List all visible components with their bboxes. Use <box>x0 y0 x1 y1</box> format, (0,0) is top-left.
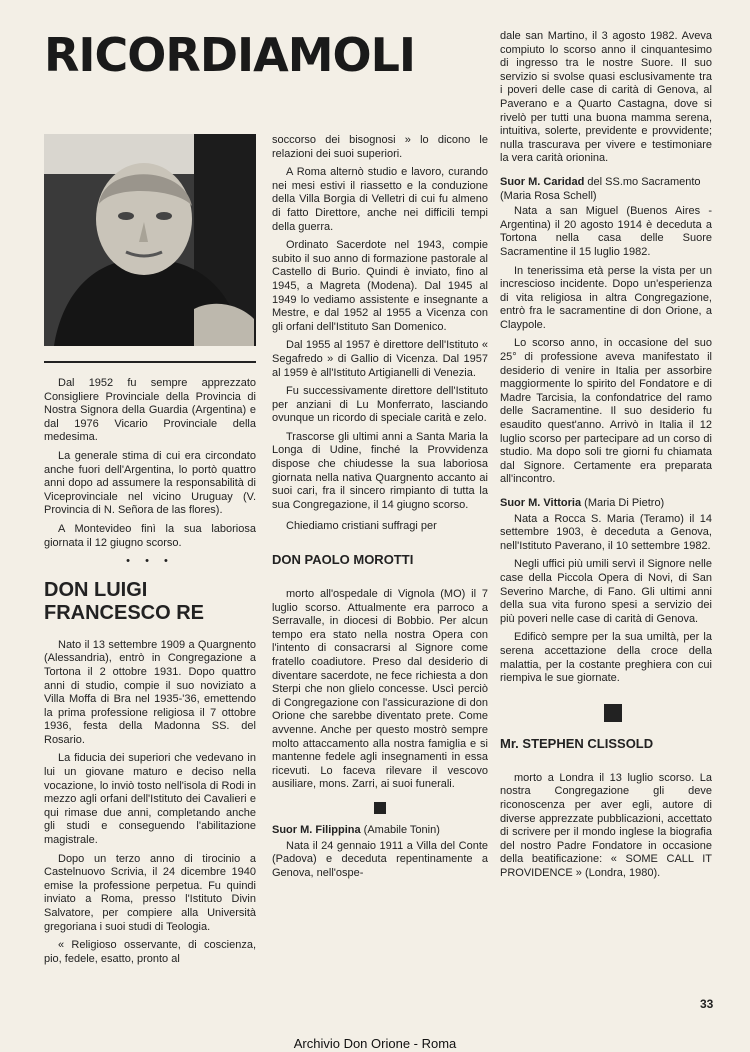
paragraph: Nata a Rocca S. Maria (Teramo) il 14 settembre 1903, è deceduta a Genova, nell'Istituto Paverano, il 10 settembre 1982. <box>500 512 712 552</box>
paragraph: A Roma alternò studio e lavoro, curando nei mesi estivi il riassetto e la conduzione della Villa Borgia di Velletri di cui fu almeno di fatto Direttore, anche nei difficili tempi della guerra. <box>272 166 488 233</box>
subheading-name: Suor M. Vittoria <box>500 497 582 509</box>
paragraph: Fu successivamente direttore dell'Istituto per anziani di Lu Monferrato, lasciando ovunque un ricordo di speciale carità e zelo. <box>272 385 488 425</box>
page-title: RICORDIAMOLI <box>44 28 416 82</box>
subheading-name: Suor M. Caridad <box>500 175 585 188</box>
paragraph: Chiediamo cristiani suffragi per <box>286 520 437 533</box>
obituary-heading: DON PAOLO MOROTTI <box>272 552 414 568</box>
section-separator: • • • <box>126 555 174 568</box>
subheading-detail: (Maria Di Pietro) <box>584 497 665 509</box>
obituary-subheading <box>272 824 488 838</box>
paragraph: morto all'ospedale di Vignola (MO) il 7 luglio scorso. Attualmente era parroco a Serravalle, in diocesi di Bobbio. Per alcun tempo era stato nella nostra Opera con l'intento di consacrarsi al Signore come fratello coadiutore. Preso dal desiderio di diventare sacerdote, ne fece richiesta a don Sterpi che non glielo concesse. Uscì perciò di Congregazione con l'assicurazione di don Orione che sarebbe diventato prete. Come avvenne. Anche per questo mostrò sempre molto attaccamento alla nostra famiglia e si mantenne fedele agli insegnamenti in essa ricevuti. Lo faceva rilevare il vescovo ausiliare, mons. Zarri, ai suoi funerali. <box>272 588 488 791</box>
paragraph: Dal 1955 al 1957 è direttore dell'Istituto « Segafredo » di Gallio di Vicenza. Dal 1957 al 1959 è all'Istituto Artigianelli di Venezia. <box>272 339 488 379</box>
column-2 <box>272 134 488 885</box>
obituary-heading: DON LUIGI FRANCESCO RE <box>44 578 205 624</box>
obituary-subheading <box>500 497 712 511</box>
paragraph: A Montevideo finì la sua laboriosa giornata il 12 giugno scorso. <box>44 522 256 549</box>
obituary-subheading <box>500 176 712 203</box>
photo-divider <box>44 361 256 363</box>
paragraph: In tenerissima età perse la vista per un increscioso incidente. Dopo un'esperienza di vita religiosa in altra Congregazione, entrò fra le sacramentine di don Orione, a Claypole. <box>500 264 712 331</box>
page-number: 33 <box>700 997 714 1011</box>
paragraph: Negli uffici più umili servì il Signore nelle case della Piccola Opera di Novi, di San Severino Marche, di Fano. Gli ultimi anni della sua vita furono spesi a servizio dei più poveri nelle case di carità di Genova. <box>500 558 712 625</box>
subheading-detail: del SS.mo Sacramento (Maria Rosa Schell) <box>500 175 701 202</box>
column-1 <box>44 377 256 971</box>
paragraph: soccorso dei bisognosi » lo dicono le relazioni dei suoi superiori. <box>272 134 488 160</box>
section-separator-square <box>604 704 622 722</box>
paragraph: morto a Londra il 13 luglio scorso. La nostra Congregazione gli deve riconoscenza per aver egli, autore di diverse apprezzate pubblicazioni, accettato di scrivere per il mondo inglese la biografia del nostro Padre Fondatore in occasione della beatificazione: « SOME CALL IT PROVIDENCE » (Londra, 1980). <box>500 771 712 879</box>
paragraph: Nata il 24 gennaio 1911 a Villa del Conte (Padova) e deceduta repentinamente a Genova, nell'ospe- <box>272 839 488 879</box>
paragraph: Ordinato Sacerdote nel 1943, compie subito il suo anno di formazione pastorale al Castello di Burio. Quindi è inviato, fino al 1945, a Magreta (Modena). Dal 1945 al 1949 lo vediamo assistente e insegnante a Mestre, e dal 1952 al 1955 a Vicenza con gli orfani dell'Istituto San Domenico. <box>272 239 488 333</box>
archive-footer: Archivio Don Orione - Roma <box>293 1036 457 1051</box>
section-separator-square <box>374 802 386 814</box>
paragraph: Trascorse gli ultimi anni a Santa Maria la Longa di Udine, finché la Provvidenza dispose che chiudesse la sua laboriosa giornata nella nativa Quargnento accanto ai suoi cari, fra il sincero rimpianto di tutta la sua Congregazione, il 14 giugno scorso. <box>272 430 488 511</box>
subheading-detail: (Amabile Tonin) <box>363 823 440 836</box>
paragraph: La fiducia dei superiori che vedevano in lui un giovane maturo e deciso nella vocazione, lo inviò tosto nell'isola di Rodi in mezzo agli orfani dell'Istituto dei Cavalieri e qui rimase due anni, completando anche gli studi e conseguendo l'abilitazione magistrale. <box>44 752 256 847</box>
paragraph: dale san Martino, il 3 agosto 1982. Aveva compiuto lo scorso anno il cinquantesimo di ingresso tra le nostre Suore. Il suo servizio si svolse quasi esclusivamente tra i poveri delle case di carità di Genova, al Paverano e a Quarto Castagna, dove si rivelò per tutti una buona mamma serena, intuitiva, solerte, previdente e provvidente; nulla trascurava per vivere e testimoniare la vera carità orionina. <box>500 30 712 165</box>
paragraph: Dopo un terzo anno di tirocinio a Castelnuovo Scrivia, il 24 dicembre 1940 emise la professione perpetua. Fu quindi inviato a Roma, presso l'Istituto Divin Salvatore, per compiere alla Università gregoriana i suoi studi di Teologia. <box>44 852 256 933</box>
obituary-heading: Mr. STEPHEN CLISSOLD <box>500 735 654 751</box>
portrait-illustration <box>44 134 256 346</box>
subheading-name: Suor M. Filippina <box>272 823 361 836</box>
paragraph: Edificò sempre per la sua umiltà, per la serena accettazione della croce della malattia, per la costante preghiera con cui riempiva le sue giornate. <box>500 631 712 685</box>
paragraph: Dal 1952 fu sempre apprezzato Consigliere Provinciale della Provincia di Nostra Signora della Guardia (Argentina) e dal 1976 Vicario Provinciale della medesima. <box>44 377 256 444</box>
paragraph: Lo scorso anno, in occasione del suo 25° di professione aveva manifestato il desiderio di venire in Italia per assorbire maggiormente lo spirito del Fondatore e di Madre Tarcisia, la confondatrice del ramo delle Sacramentine. Il suo desiderio fu esaudito quest'anno. Arrivò in Italia il 12 luglio scorso per partecipare ad un corso di studio. Ma dopo soli tre giorni fu chiamata dal Signore. Certamente era preparata all'incontro. <box>500 337 712 486</box>
paragraph: La generale stima di cui era circondato anche fuori dell'Argentina, lo portò quattro anni dopo ad assumere la responsabilità di Viceprovinciale nel vicino Uruguay (V. Provincia di N. Señora de las flores). <box>44 449 256 517</box>
paragraph: « Religioso osservante, di coscienza, pio, fedele, esatto, pronto al <box>44 939 256 965</box>
paragraph: Nato il 13 settembre 1909 a Quargnento (Alessandria), entrò in Congregazione a Tortona il 2 ottobre 1931. Dopo quattro anni di studio, compie il suo noviziato a Villa Moffa di Bra nel 1935-'36, emettendo la prima professione religiosa il 7 ottobre 1936, festa della Madonna SS. del Rosario. <box>44 638 256 746</box>
portrait-photo <box>44 134 256 346</box>
column-3 <box>500 30 712 885</box>
paragraph: Nata a san Miguel (Buenos Aires - Argentina) il 20 agosto 1914 è deceduta a Tortona nella casa delle Suore Sacramentine il 15 luglio 1982. <box>500 205 712 258</box>
